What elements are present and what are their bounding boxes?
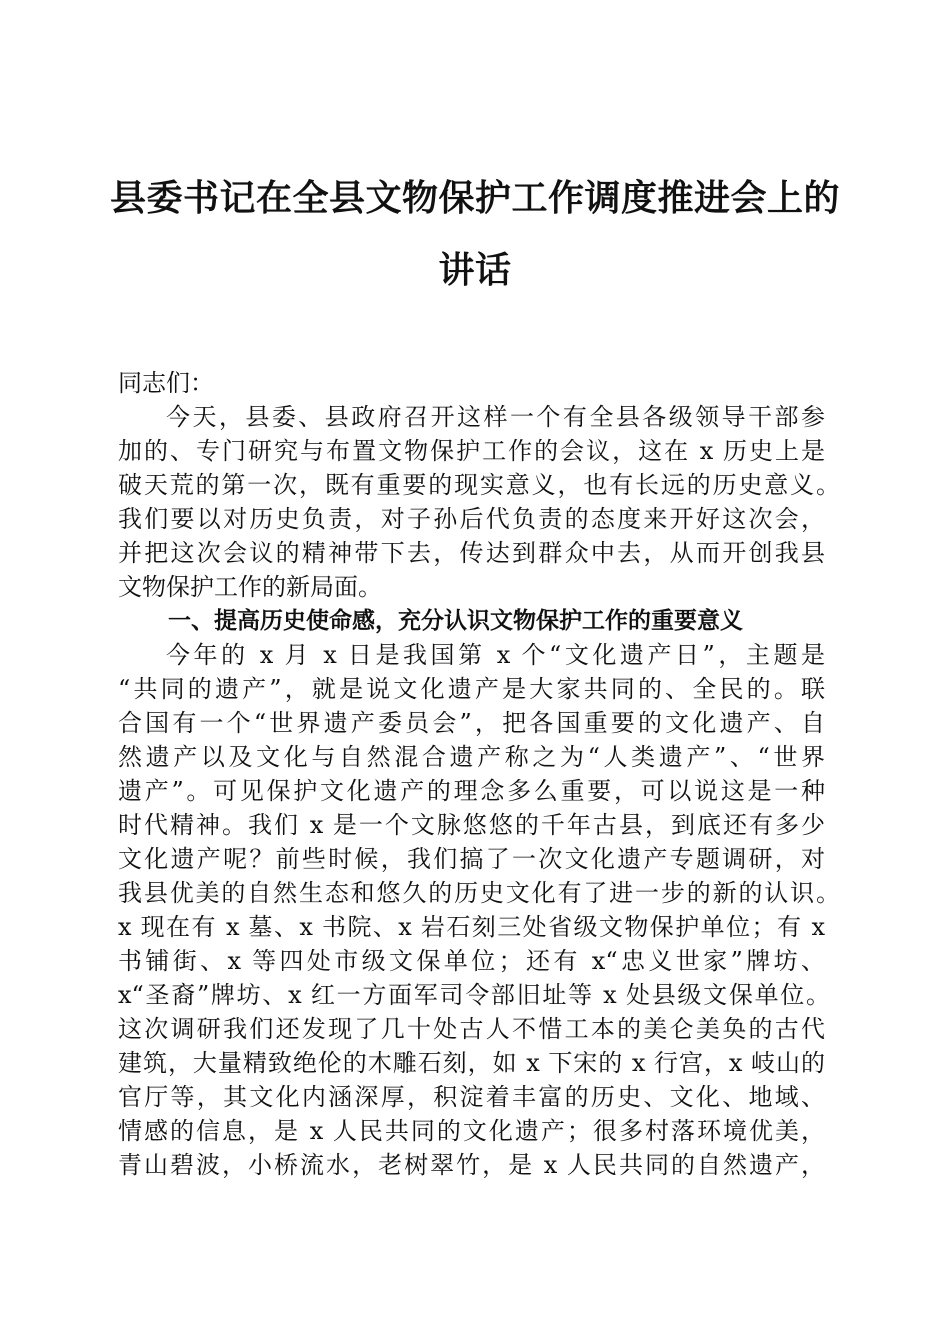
paragraph-line: 建筑，大量精致绝伦的木雕石刻，如 x 下宋的 x 行宫，x 岐山的 <box>118 1049 825 1077</box>
paragraph-line: 文物保护工作的新局面。 <box>118 573 382 601</box>
salutation: 同志们： <box>118 369 214 397</box>
section-heading: 一、提高历史使命感，充分认识文物保护工作的重要意义 <box>168 608 743 634</box>
paragraph-line: 青山碧波，小桥流水，老树翠竹，是 x 人民共同的自然遗产， <box>118 1151 825 1179</box>
paragraph-line: 时代精神。我们 x 是一个文脉悠悠的千年古县，到底还有多少 <box>118 811 825 839</box>
paragraph-line: “共同的遗产”，就是说文化遗产是大家共同的、全民的。联 <box>118 675 825 703</box>
paragraph-line: 加的、专门研究与布置文物保护工作的会议，这在 x 历史上是 <box>118 437 825 465</box>
paragraph-line: x“圣裔”牌坊、x 红一方面军司令部旧址等 x 处县级文保单位。 <box>118 981 830 1009</box>
paragraph-line: 破天荒的第一次，既有重要的现实意义，也有长远的历史意义。 <box>118 471 840 499</box>
paragraph-line: 然遗产以及文化与自然混合遗产称之为“人类遗产”、“世界 <box>118 743 825 771</box>
paragraph-line: 合国有一个“世界遗产委员会”，把各国重要的文化遗产、自 <box>118 709 825 737</box>
paragraph-line: 我县优美的自然生态和悠久的历史文化有了进一步的新的认识。 <box>118 879 840 907</box>
paragraph-line: 这次调研我们还发现了几十处古人不惜工本的美仑美奂的古代 <box>118 1015 825 1043</box>
document-title-line-2: 讲话 <box>438 249 512 291</box>
paragraph-line: x 现在有 x 墓、x 书院、x 岩石刻三处省级文物保护单位；有 x <box>118 913 825 941</box>
paragraph-line: 并把这次会议的精神带下去，传达到群众中去，从而开创我县 <box>118 539 825 567</box>
paragraph-line: 情感的信息，是 x 人民共同的文化遗产；很多村落环境优美， <box>118 1117 825 1145</box>
paragraph-line: 遗产”。可见保护文化遗产的理念多么重要，可以说这是一种 <box>118 777 825 805</box>
paragraph-line: 今年的 x 月 x 日是我国第 x 个“文化遗产日”，主题是 <box>166 641 825 669</box>
document-title-line-1: 县委书记在全县文物保护工作调度推进会上的 <box>109 177 840 219</box>
paragraph-line: 我们要以对历史负责，对子孙后代负责的态度来开好这次会， <box>118 505 825 533</box>
paragraph-line: 官厅等，其文化内涵深厚，积淀着丰富的历史、文化、地域、 <box>118 1083 825 1111</box>
paragraph-line: 今天，县委、县政府召开这样一个有全县各级领导干部参 <box>166 403 825 431</box>
paragraph-line: 书铺街、x 等四处市级文保单位；还有 x“忠义世家”牌坊、 <box>118 947 825 975</box>
paragraph-line: 文化遗产呢？前些时候，我们搞了一次文化遗产专题调研，对 <box>118 845 825 873</box>
